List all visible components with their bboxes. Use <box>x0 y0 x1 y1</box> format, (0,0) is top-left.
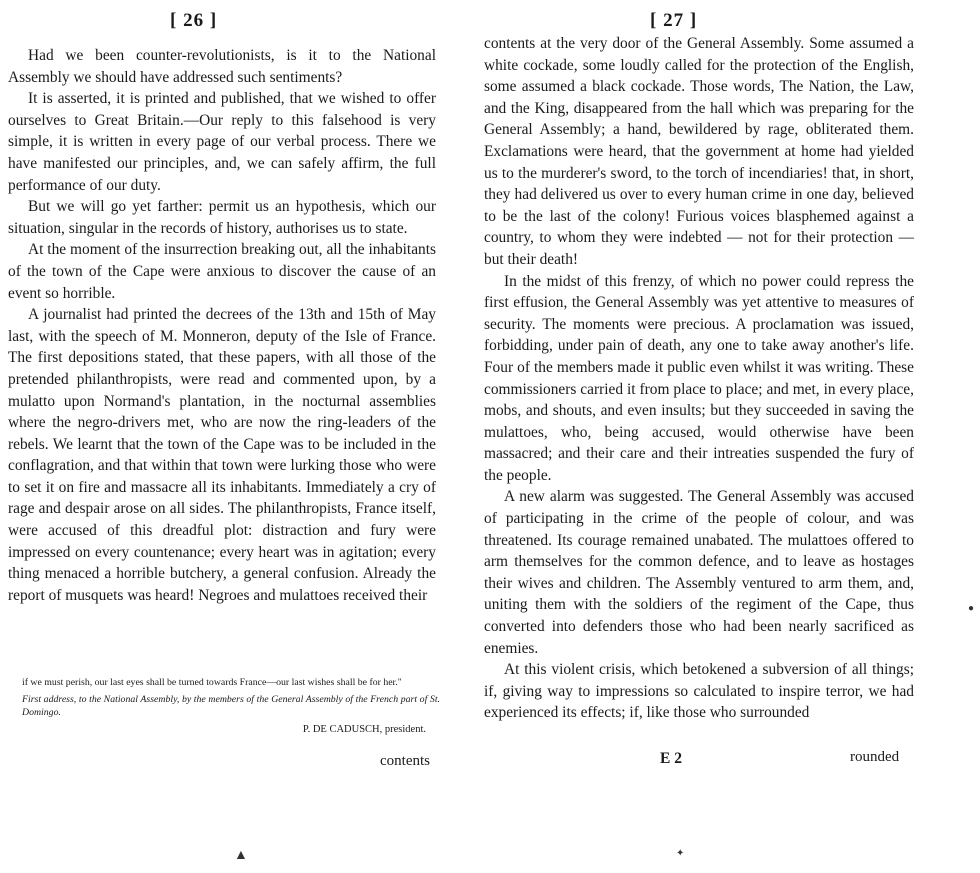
footnote-signature: P. DE CADUSCH, president. <box>302 724 426 735</box>
right-page-body <box>484 33 914 724</box>
left-paragraph-2: It is asserted, it is printed and published, that we wished to offer ourselves to Great Britain.—Our reply to this falsehood is very simple, it is written in every page of our verbal process. There we have manifested our principles, and, we can safely affirm, the full performance of our duty. <box>8 90 436 194</box>
right-catchword: rounded <box>850 749 900 765</box>
footnote-source: First address, to the National Assembly, by the members of the General Assembly of the French part of St. Domingo. <box>22 694 440 718</box>
left-paragraph-5: A journalist had printed the decrees of the 13th and 15th of May last, with the speech of M. Monneron, deputy of the Isle of France. The first depositions stated, that these papers, with all those of the pretended philanthropists, were read and commented upon, by a mulatto upon Normand's plantation, in the nocturnal assemblies where the negro-drivers met, who are now the ring-leaders of the rebels. We learnt that the town of the Cape was to be included in the conflagration, and that within that town were lurking those who were to set it on fire and massacre all its inhabitants. Immediately a cry of rage and despair arose on all sides. The philanthropists, France itself, were accused of this dreadful plot: distraction and fury were impressed on every countenance; every heart was in agitation; every thing menaced a horrible butchery, a general confusion. Already the report of musquets was heard! Negroes and mulattoes received their <box>8 306 436 604</box>
margin-dot-mark-icon: ● <box>968 603 975 614</box>
right-paragraph-3: A new alarm was suggested. The General Assembly was accused of participating in the crime of the people of colour, and was threatened. Its courage remained unabated. The mulattoes offered to arm themselves for the common defence, and to leave as hostages their wives and children. The Assembly ventured to arm them, and, uniting them with the soldiers of the regiment of the Cape, thus converted into defenders those who had been nearly sacrificed as enemies. <box>484 488 914 657</box>
left-page-number: [ 26 ] <box>170 10 218 31</box>
left-paragraph-1: Had we been counter-revolutionists, is it to the National Assembly we should have addressed such sentiments? <box>8 47 436 86</box>
left-catchword: contents <box>380 753 430 769</box>
footnote <box>22 676 440 736</box>
ink-blot-mark-icon: ▲ <box>234 848 248 863</box>
left-page <box>0 0 470 873</box>
right-page <box>478 0 978 873</box>
footnote-text: if we must perish, our last eyes shall be turned towards France—our last wishes shall be for her." <box>22 677 402 688</box>
right-paragraph-1: contents at the very door of the General Assembly. Some assumed a white cockade, some loudly called for the protection of the English, some assumed a black cockade. Those words, The Nation, the Law, and the King, disappeared from the hall which was preparing for the General Assembly; a hand, bewildered by rage, obliterated them. Exclamations were heard, that the government at home had yielded us to the murderer's sword, to the torch of incendiaries! that, in short, they had delivered us over to every human crime in one day, believed to be the last of the colony! Furious voices blasphemed against a country, to whom they were indebted — not for their protection — but their death! <box>484 35 914 268</box>
right-page-number: [ 27 ] <box>650 10 698 31</box>
ink-speck-mark-icon: ✦ <box>676 848 685 859</box>
left-paragraph-4: At the moment of the insurrection breaking out, all the inhabitants of the town of the Cape were anxious to discover the cause of an event so horrible. <box>8 241 436 302</box>
left-paragraph-3: But we will go yet farther: permit us an hypothesis, which our situation, singular in the records of history, authorises us to state. <box>8 198 436 237</box>
right-paragraph-4: At this violent crisis, which betokened a subversion of all things; if, giving way to impressions so calculated to inspire terror, we had experienced its effects; if, like those who surrounded <box>484 661 914 722</box>
right-signature-mark: E 2 <box>660 750 682 767</box>
right-paragraph-2: In the midst of this frenzy, of which no power could repress the first effusion, the General Assembly was yet attentive to measures of security. The moments were precious. A proclamation was issued, forbidding, under pain of death, any one to take away another's life. Four of the members made it public even whilst it was writing. These commissioners carried it from place to place; and met, in every place, mobs, and shouts, and even insults; but they succeeded in saving the mulattoes, who, being accused, would otherwise have been massacred; and their care and their intreaties suspended the fury of the people. <box>484 272 914 484</box>
left-page-body <box>8 45 436 606</box>
